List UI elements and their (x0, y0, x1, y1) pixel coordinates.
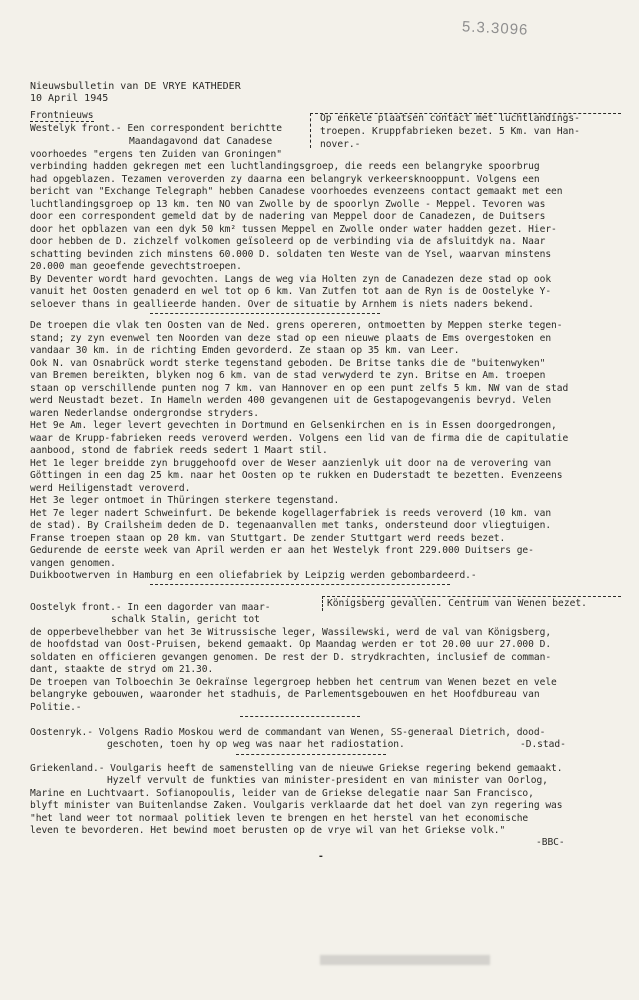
greece-line: leven te bevorderen. Het bewind moet berusten op de vrye wil van het Griekse volk." (30, 825, 506, 836)
western-line: Het 7e leger nadert Schweinfurt. De bekende kogellagerfabriek is reeds veroverd (10 km. van (30, 508, 552, 519)
western-line: vanuit het Oosten genaderd en wel tot op 6 km. Van Zutfen tot aan de Ryn is de Oostelyke Y- (30, 286, 552, 297)
western-line: door hebben de D. zichzelf volkomen geïsoleerd op de verbinding via de afsluitdyk na. Naar (30, 236, 546, 247)
eastern-line: schalk Stalin, gericht tot (111, 614, 260, 625)
western-line: Gedurende de eerste week van April werden er aan het Westelyk front 229.000 Duitsers ge- (30, 545, 534, 556)
western-line: vandaar 30 km. in de richting Emden gevorderd. Ze staan op 35 km. van Leer. (30, 345, 460, 356)
western-line: werd Heiligenstadt veroverd. (30, 483, 191, 494)
eastern-line: dant, staakte de stryd om 21.30. (30, 664, 214, 675)
austria-line: geschoten, toen hy op weg was naar het radiostation. (107, 739, 405, 750)
western-headline-line: nover.- (320, 139, 361, 150)
western-line: Ook N. van Osnabrück wordt sterke tegenstand geboden. De Britse tanks die de "buitenwyken" (30, 358, 546, 369)
bulletin-title: Nieuwsbulletin van DE VRYE KATHEDER (30, 81, 241, 92)
eastern-line: De troepen van Tolboechin 3e Oekraïnse legergroep hebben het centrum van Wenen bezet en vele (30, 677, 557, 688)
western-line: waar de Krupp-fabrieken reeds veroverd werden. Volgens een lid van de firma die de capitulatie (30, 433, 569, 444)
austria-source: -D.stad- (520, 739, 566, 750)
eastern-line: Oostelyk front.- In een dagorder van maar- (30, 602, 271, 613)
greece-source: -BBC- (536, 837, 565, 848)
western-line: Göttingen in een dag 25 km. naar het Oosten op te rukken en Duderstadt te bezetten. Evenzeens (30, 470, 563, 481)
western-line: Westelyk front.- Een correspondent berichtte (30, 123, 282, 134)
western-line: bericht van "Exchange Telegraph" hebben Canadese voorhoedes evenzeens contact gemaakt met een (30, 186, 563, 197)
western-line: aanbood, stond de fabriek reeds sedert 1 Maart stil. (30, 445, 328, 456)
archive-stamp: 5.3.3096 (461, 18, 529, 39)
western-line: van Bremen bereikten, blyken nog 6 km. van de stad verwyderd te zyn. Britse en Am. troepen (30, 370, 546, 381)
divider (150, 584, 450, 585)
western-headline-line: Op enkele plaatsen contact met luchtlandings- (320, 113, 580, 124)
western-line: stand; zy zyn evenwel ten Noorden van deze stad op een nieuwe plaats de Ems overgestoken en (30, 333, 552, 344)
western-headline-line: troepen. Kruppfabrieken bezet. 5 Km. van Han- (320, 126, 580, 137)
western-line: had opgeblazen. Tezamen veroverden zy daarna een belangryk verkeersknooppunt. Volgens een (30, 174, 540, 185)
austria-line: Oostenryk.- Volgens Radio Moskou werd de commandant van Wenen, SS-generaal Dietrich, dood- (30, 727, 546, 738)
eastern-line: de hoofdstad van Oost-Pruisen, bekend gemaakt. Op Maandag werden er tot 20.00 uur 27.000 D. (30, 639, 552, 650)
western-line: schatting bevinden zich minstens 60.000 D. soldaten ten Weste van de Ysel, waarvan minstens (30, 249, 552, 260)
western-line: staan op verschillende punten nog 7 km. van Hannover en op een punt zelfs 5 km. NW van de stad (30, 383, 569, 394)
western-line: door een correspondent gemeld dat by de nadering van Meppel door de Canadezen, de Duitsers (30, 211, 546, 222)
closing-mark: - (318, 851, 324, 862)
western-line: vangen genomen. (30, 558, 116, 569)
eastern-headline: Königsberg gevallen. Centrum van Wenen bezet. (327, 598, 587, 609)
greece-line: Marine en Luchtvaart. Sofianopoulis, leider van de Griekse delegatie naar San Francisco, (30, 788, 534, 799)
bulletin-date: 10 April 1945 (30, 93, 109, 104)
greece-line: Griekenland.- Voulgaris heeft de samenstelling van de nieuwe Griekse regering bekend gemaakt. (30, 763, 563, 774)
eastern-line: Politie.- (30, 702, 82, 713)
divider (150, 313, 380, 314)
western-line: Maandagavond dat Canadese (129, 136, 273, 147)
western-line: Het 3e leger ontmoet in Thüringen sterkere tegenstand. (30, 495, 340, 506)
western-line: Het 1e leger breidde zyn bruggehoofd over de Weser aanzienlyk uit door na de verovering van (30, 458, 552, 469)
western-line: werd Neustadt bezet. In Hameln werden 400 gevangenen uit de Gestapogevangenis bevryd. Velen (30, 395, 552, 406)
western-line: de stad). By Crailsheim deden de D. tegenaanvallen met tanks, ondersteund door vliegtuigen. (30, 520, 552, 531)
western-line: verbinding hadden gekregen met een luchtlandingsgroep, die reeds een belangryke spoorbrug (30, 161, 540, 172)
divider (236, 754, 386, 755)
western-line: luchtlandingsgroep op 13 km. ten NO van Zwolle by de spoorlyn Zwolle - Meppel. Tevoren was (30, 199, 546, 210)
western-line: Franse troepen staan op 20 km. van Stuttgart. De zender Stuttgart werd reeds bezet. (30, 533, 506, 544)
western-line: door het opblazen van een dyk 50 km² tussen Meppel en Zwolle onder water hadden gezet. Hier- (30, 224, 557, 235)
faded-stamp-mark (320, 955, 490, 965)
greece-line: "het land weer tot normaal politiek leven te brengen en het herstel van het economische (30, 813, 529, 824)
greece-line: blyft minister van Buitenlandse Zaken. Voulgaris verklaarde dat het doel van zyn regering was (30, 800, 563, 811)
western-line: De troepen die vlak ten Oosten van de Ned. grens opereren, ontmoetten by Meppen sterke tegen- (30, 320, 563, 331)
western-line: 20.000 man geoefende gevechtstroepen. (30, 261, 242, 272)
eastern-line: soldaten en officieren gevangen genomen. De rest der D. strydkrachten, inclusief de comman- (30, 652, 552, 663)
western-line: Het 9e Am. leger levert gevechten in Dortmund en Gelsenkirchen en is in Essen doorgedrongen, (30, 420, 557, 431)
divider (240, 716, 360, 717)
greece-line: Hyzelf vervult de funkties van minister-president en van minister van Oorlog, (107, 775, 548, 786)
western-line: By Deventer wordt hard gevochten. Langs de weg via Holten zyn de Canadezen deze stad op ook (30, 274, 552, 285)
western-line: Duikbootwerven in Hamburg en een oliefabriek by Leipzig werden gebombardeerd.- (30, 570, 477, 581)
eastern-line: belangryke gebouwen, waaronder het stadhuis, de Parlementsgebouwen en het Hoofdbureau van (30, 689, 540, 700)
western-line: voorhoedes "ergens ten Zuiden van Groningen" (30, 149, 282, 160)
eastern-line: de opperbevelhebber van het 3e Witrussische leger, Wassilewski, werd de val van Königsberg, (30, 627, 552, 638)
section-title: Frontnieuws (30, 110, 94, 121)
western-line: seloever thans in geallieerde handen. Over de situatie by Arnhem is niets naders bekend. (30, 299, 534, 310)
western-line: waren Nederlandse ondergrondse stryders. (30, 408, 260, 419)
